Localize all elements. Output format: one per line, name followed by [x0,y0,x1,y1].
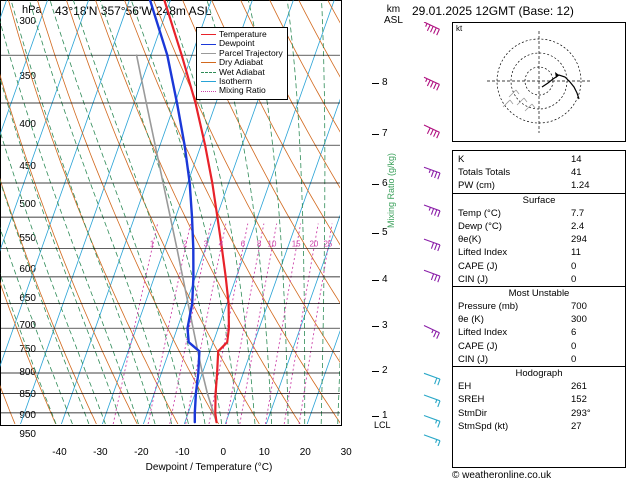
index-row [453,153,625,166]
altitude-tick-label: 7 [382,127,388,139]
altitude-axis [380,22,406,446]
index-row [453,313,625,326]
lcl-label: LCL [374,420,391,430]
altitude-tick [372,326,379,327]
altitude-tick [372,371,379,372]
legend-swatch [201,34,216,35]
wind-barb [424,395,440,407]
index-key: K [458,154,465,165]
index-row [453,380,625,393]
index-key: CIN (J) [458,353,489,365]
index-value: 14 [571,154,582,165]
legend-label: Parcel Trajectory [219,47,283,58]
legend-swatch [201,53,216,54]
svg-text:1: 1 [149,239,155,249]
wind-barb [424,435,440,446]
index-key: StmSpd (kt) [458,420,509,432]
legend-label: Mixing Ratio [219,85,266,96]
index-row [453,166,625,179]
svg-text:15: 15 [291,239,301,249]
altitude-tick-label: 2 [382,365,388,377]
skewt-plot [0,0,342,426]
legend-swatch [201,44,216,45]
pressure-tick-label: 750 [19,344,36,356]
wind-barb [424,415,440,427]
index-value: 7.7 [571,207,585,219]
index-row [453,179,625,192]
temperature-axis [38,447,380,461]
legend-swatch [201,62,216,63]
altitude-tick [372,83,379,84]
altitude-tick-label: 1 [382,409,388,421]
index-key: EH [458,381,472,393]
index-key: CAPE (J) [458,340,498,352]
pressure-tick-label: 400 [19,119,36,130]
section-header: Most Unstable [453,286,625,300]
section-header: Surface [453,193,625,207]
index-value: 0 [571,340,577,352]
index-row [453,326,625,339]
index-value: 6 [571,327,577,339]
pressure-tick-label: 950 [19,428,36,440]
pressure-tick-label: 600 [19,264,36,276]
pressure-tick-label: 300 [19,16,36,27]
index-value: 2.4 [571,220,585,232]
index-value: 300 [571,314,587,326]
index-value: 700 [571,301,587,313]
legend-label: Temperature [219,29,267,39]
wind-barb [424,22,439,35]
altitude-tick-label: 4 [382,273,388,285]
altitude-tick [372,233,379,234]
temperature-tick-label: 10 [258,447,270,458]
altitude-tick [372,134,379,135]
wind-barb [424,205,440,217]
temperature-tick-label: -10 [175,447,190,458]
index-key: Lifted Index [458,247,508,259]
index-key: CAPE (J) [458,260,498,272]
temperature-tick-label: -40 [52,447,67,458]
altitude-tick [372,184,379,185]
hodograph-panel [452,22,626,142]
index-value: 293° [571,407,591,419]
wind-barb [424,325,439,338]
indices-panel [452,150,626,468]
index-value: 294 [571,234,587,246]
index-key: Pressure (mb) [458,301,519,313]
index-value: 0 [571,353,577,365]
temperature-tick-label: -30 [93,447,108,458]
svg-text:25: 25 [323,239,333,249]
svg-text:10: 10 [267,239,277,249]
legend-label: Wet Adiabat [219,66,265,77]
legend-swatch [201,81,216,82]
legend-label: Dewpoint [219,38,255,49]
svg-text:20: 20 [309,239,319,249]
legend [196,27,288,100]
mixing-ratio-axis-title: Mixing Ratio (g/kg) [386,152,396,228]
altitude-tick [372,280,379,281]
svg-text:4: 4 [218,239,224,249]
pressure-tick-label: 350 [19,71,36,83]
temperature-tick-label: -20 [134,447,149,458]
svg-text:3: 3 [203,239,209,249]
altitude-tick [372,416,379,417]
legend-item [201,86,283,95]
wind-barb [424,77,439,90]
temperature-tick-label: 0 [220,447,227,458]
index-value: 27 [571,420,582,432]
wind-barb-column [404,22,448,446]
legend-swatch [201,91,216,92]
altitude-tick-label: 5 [382,226,388,238]
index-row [453,273,625,286]
index-value: 261 [571,381,587,393]
index-row [453,420,625,433]
index-key: CIN (J) [458,273,489,285]
index-row [453,340,625,353]
index-row [453,246,625,259]
pressure-tick-label: 900 [19,409,36,421]
legend-label: Isotherm [219,75,253,86]
hodograph-svg [453,23,623,139]
index-value: 11 [571,247,581,259]
altitude-tick-label: 8 [382,77,388,89]
pressure-tick-label: 450 [19,161,36,173]
hodograph-unit-label: kt [456,24,463,33]
legend-label: Dry Adiabat [219,57,263,68]
index-key: θe (K) [458,314,484,326]
temperature-tick-label: 30 [340,447,352,458]
wind-barb [424,270,440,282]
index-key: θe(K) [458,234,482,246]
temperature-tick-label: 20 [299,447,311,458]
pressure-tick-label: 650 [19,292,36,304]
index-value: 41 [571,167,582,179]
index-row [453,207,625,220]
isobar-lines [0,0,340,413]
index-row [453,393,625,406]
index-value: 1.24 [571,180,590,192]
index-row [453,233,625,246]
svg-text:6: 6 [240,239,246,249]
index-row [453,407,625,420]
pressure-axis-title: hPa [22,4,42,16]
pressure-tick-label: 500 [19,199,36,210]
wind-barb [424,373,440,385]
legend-swatch [201,72,216,73]
sounding-datetime: 29.01.2025 12GMT (Base: 12) [412,4,574,18]
index-row [453,220,625,233]
copyright-notice: © weatheronline.co.uk [452,470,552,481]
pressure-tick-label: 550 [19,233,36,245]
pressure-tick-label: 700 [19,319,36,331]
pressure-tick-label: 800 [19,367,36,379]
wind-barb [424,239,440,251]
section-header: Hodograph [453,366,625,380]
altitude-axis-title: km ASL [384,4,403,26]
index-row [453,260,625,273]
index-row [453,353,625,366]
index-key: Temp (°C) [458,207,501,219]
index-key: Totals Totals [458,167,511,179]
station-title: 43°18'N 357°56'W 248m ASL [55,4,212,18]
index-key: Lifted Index [458,327,508,339]
altitude-tick-label: 6 [382,178,388,190]
svg-text:2: 2 [182,239,188,249]
index-value: 0 [571,273,577,285]
index-key: Dewp (°C) [458,220,502,232]
index-key: StmDir [458,407,488,419]
wind-barb [424,125,439,138]
skewt-svg [0,0,340,424]
altitude-tick-label: 3 [382,319,388,331]
wind-barb [424,167,440,179]
index-key: PW (cm) [458,180,495,192]
index-value: 152 [571,394,587,406]
x-axis-title: Dewpoint / Temperature (°C) [145,462,273,473]
pressure-tick-label: 850 [19,389,36,400]
dewpoint-curve [150,0,199,422]
index-value: 0 [571,260,577,272]
index-key: SREH [458,394,485,406]
svg-text:8: 8 [256,239,262,249]
index-row [453,300,625,313]
